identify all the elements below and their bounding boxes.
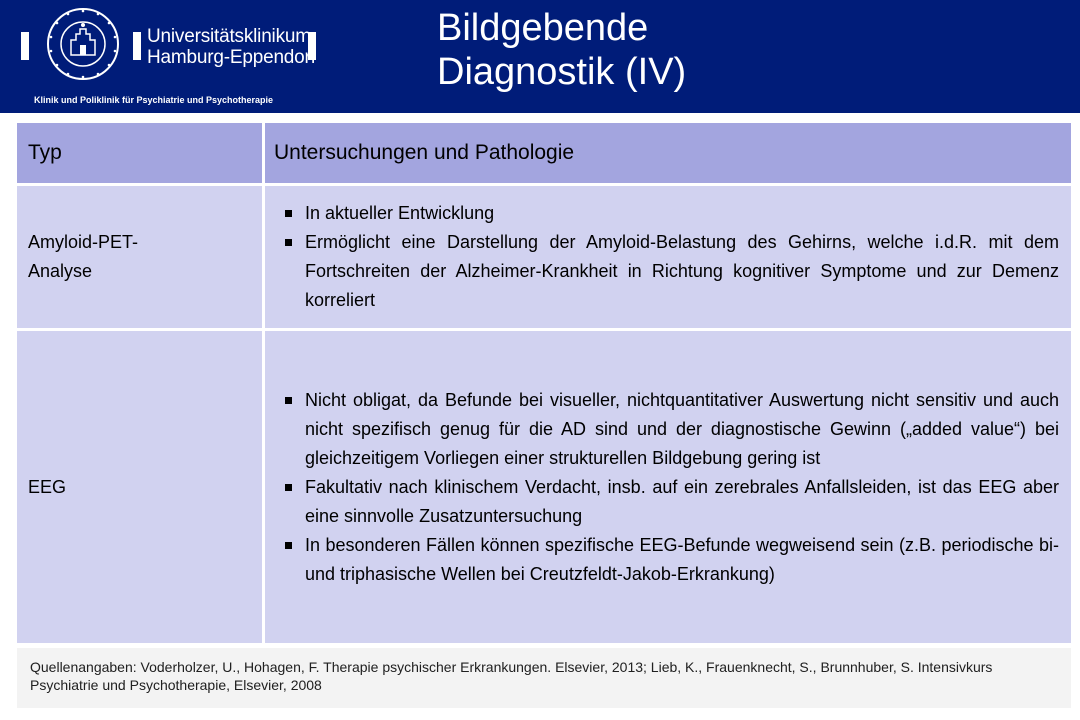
details-list [275,199,1071,315]
details-list [275,386,1071,589]
row-type-cell [17,186,265,331]
table-row [17,186,1071,331]
bullet-square-icon [285,397,292,404]
diagnostics-table-container [17,123,1071,643]
row-type-cell [17,331,265,643]
bullet-square-icon [285,210,292,217]
header-banner [0,0,1080,113]
list-item [305,386,1059,473]
list-item-text: Nicht obligat, da Befunde bei visueller, nichtquantitativer Auswertung nicht sensitiv und auch nicht spezifisch genug für die AD sind und der diagnostische Gewinn („added value“) bei gleichzeitigem Vorliegen einer strukturellen Bildgebung gering ist [305,389,1059,468]
logo-line-1: Universitätsklinikum [147,26,311,47]
list-item [305,473,1059,531]
list-item-text: Fakultativ nach klinischem Verdacht, insb. auf ein zerebrales Anfallsleiden, ist das EEG aber eine sinnvolle Zusatzuntersuchung [305,476,1059,526]
bullet-square-icon [285,239,292,246]
list-item-text: In besonderen Fällen können spezifische EEG-Befunde wegweisend sein (z.B. periodische bi- und triphasische Wellen bei Creutzfeldt-Jakob-Erkrankung) [305,534,1059,584]
logo-line-2: Hamburg-Eppendorf [147,47,316,68]
diagnostics-table [17,123,1071,643]
row-type-label: Amyloid-PET- Analyse [28,232,139,281]
logo-bar-left [21,32,29,60]
table-row [17,331,1071,643]
university-seal-icon [46,7,120,81]
column-header-typ: Typ [17,123,265,186]
table-header-row [17,123,1071,186]
bullet-square-icon [285,484,292,491]
column-header-untersuchungen: Untersuchungen und Pathologie [265,123,1071,186]
university-logo-text [147,26,316,68]
row-details-cell [265,186,1071,331]
row-type-label: EEG [28,476,67,497]
sources-footnote: Quellenangaben: Voderholzer, U., Hohagen, F. Therapie psychischer Erkrankungen. Elsevier, 2013; Lieb, K., Frauenknecht, S., Brunnhuber, S. Intensivkurs Psychiatrie und Psychotherapie, Elsevier, 2008 [17,648,1071,708]
slide-title: Bildgebende Diagnostik (IV) [437,7,687,93]
list-item [305,228,1059,315]
list-item-text: In aktueller Entwicklung [305,203,495,223]
row-details-cell [265,331,1071,643]
logo-bar-middle [133,32,141,60]
list-item-text: Ermöglicht eine Darstellung der Amyloid-Belastung des Gehirns, welche i.d.R. mit dem Fortschreiten der Alzheimer-Krankheit in Richtung kognitiver Symptome und zur Demenz korreliert [305,232,1059,310]
list-item [305,531,1059,589]
list-item [305,199,1059,228]
bullet-square-icon [285,542,292,549]
clinic-name: Klinik und Poliklinik für Psychiatrie und Psychotherapie [34,95,274,105]
